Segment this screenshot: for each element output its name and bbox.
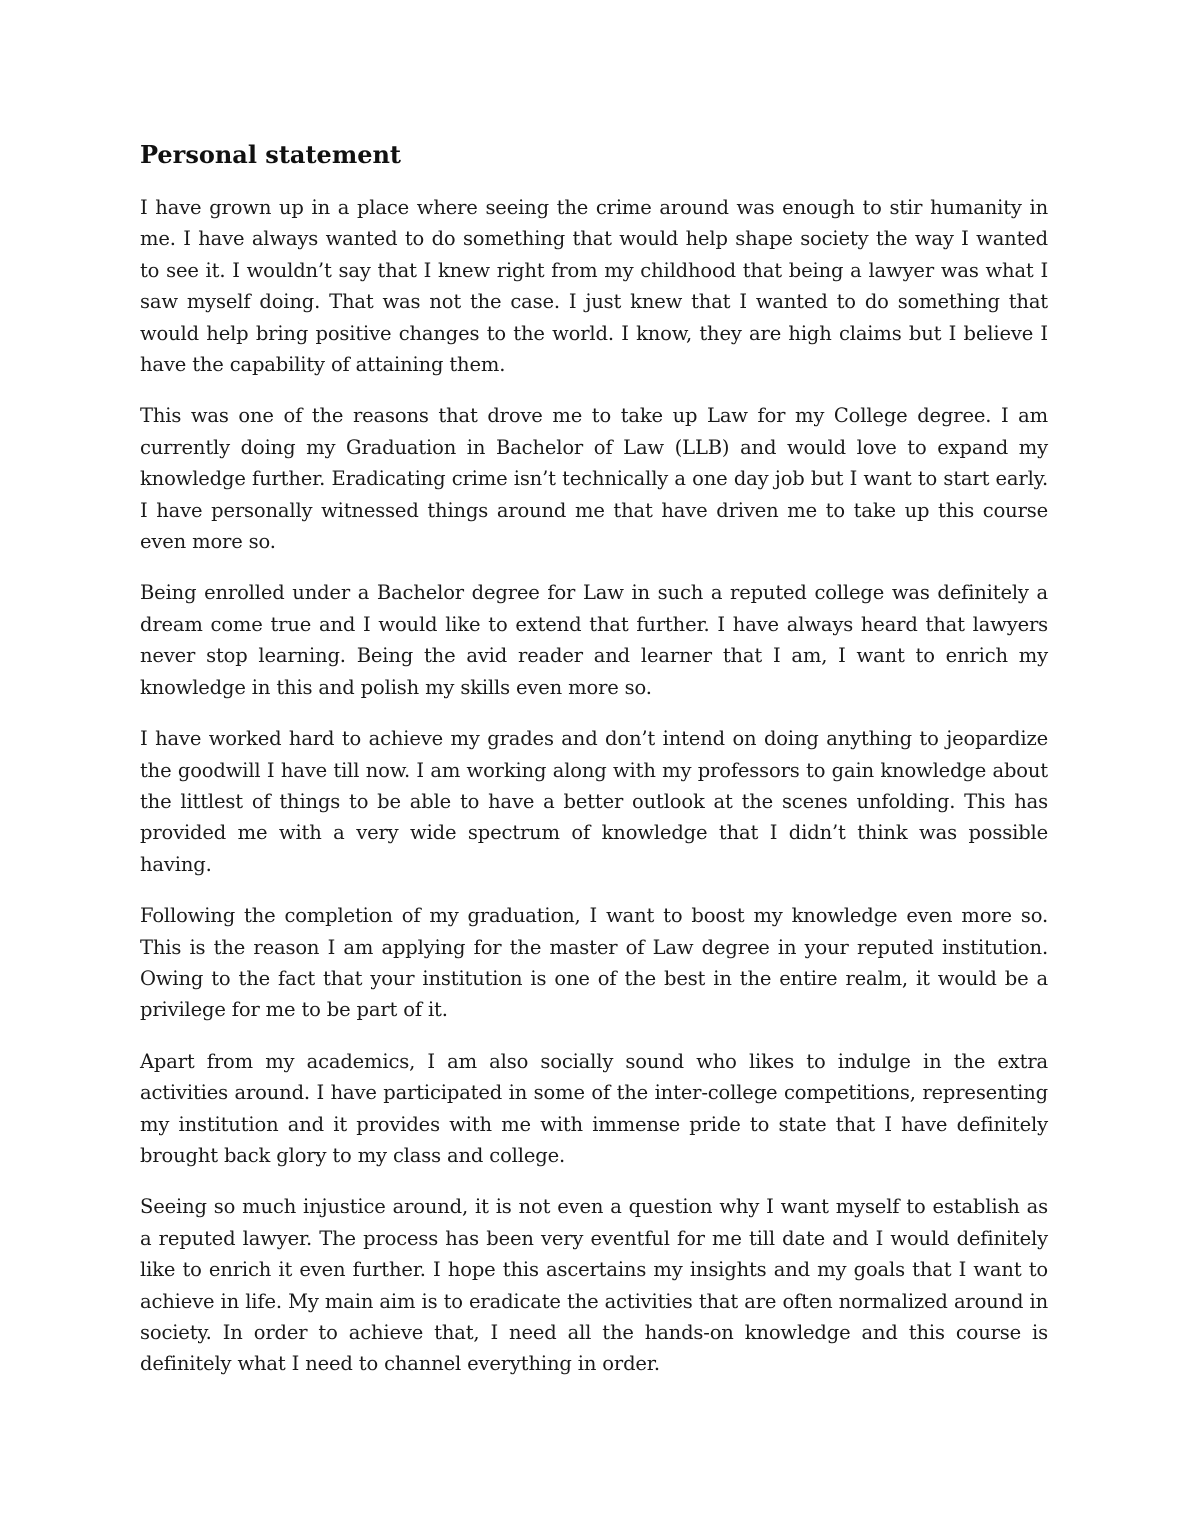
page-title: Personal statement — [140, 140, 402, 169]
paragraph: This was one of the reasons that drove me to take up Law for my College degree. I am currently doing my Graduation in Bachelor of Law (LLB) and would love to expand my knowledge further. Eradicating crime isn’t technically a one day job but I want to start early. I have personally witnessed things around me that have driven me to take up this course even more so. — [140, 404, 1048, 554]
paragraph: I have grown up in a place where seeing the crime around was enough to stir humanity in me. I have always wanted to do something that would help shape society the way I wanted to see it. I wouldn’t say that I knew right from my childhood that being a lawyer was what I saw myself doing. That was not the case. I just knew that I wanted to do something that would help bring positive changes to the world. I know, they are high claims but I believe I have the capability of attaining them. — [140, 196, 1048, 377]
paragraph: Apart from my academics, I am also socially sound who likes to indulge in the extra activities around. I have participated in some of the inter-college competitions, representing my institution and it provides with me with immense pride to state that I have definitely brought back glory to my class and college. — [140, 1049, 1048, 1167]
paragraph: Following the completion of my graduation, I want to boost my knowledge even more so. This is the reason I am applying for the master of Law degree in your reputed institution. Owing to the fact that your institution is one of the best in the entire realm, it would be a privilege for me to be part of it. — [140, 904, 1048, 1022]
paragraph: Seeing so much injustice around, it is not even a question why I want myself to establish as a reputed lawyer. The process has been very eventful for me till date and I would definitely like to enrich it even further. I hope this ascertains my insights and my goals that I want to achieve in life. My main aim is to eradicate the activities that are often normalized around in society. In order to achieve that, I need all the hands-on knowledge and this course is definitely what I need to channel everything in order. — [140, 1195, 1048, 1376]
paragraph: I have worked hard to achieve my grades and don’t intend on doing anything to jeopardize the goodwill I have till now. I am working along with my professors to gain knowledge about the littlest of things to be able to have a better outlook at the scenes unfolding. This has provided me with a very wide spectrum of knowledge that I didn’t think was possible having. — [140, 727, 1048, 876]
document-page — [140, 138, 1048, 1400]
paragraph: Being enrolled under a Bachelor degree for Law in such a reputed college was definitely a dream come true and I would like to extend that further. I have always heard that lawyers never stop learning. Being the avid reader and learner that I am, I want to enrich my knowledge in this and polish my skills even more so. — [140, 581, 1048, 699]
